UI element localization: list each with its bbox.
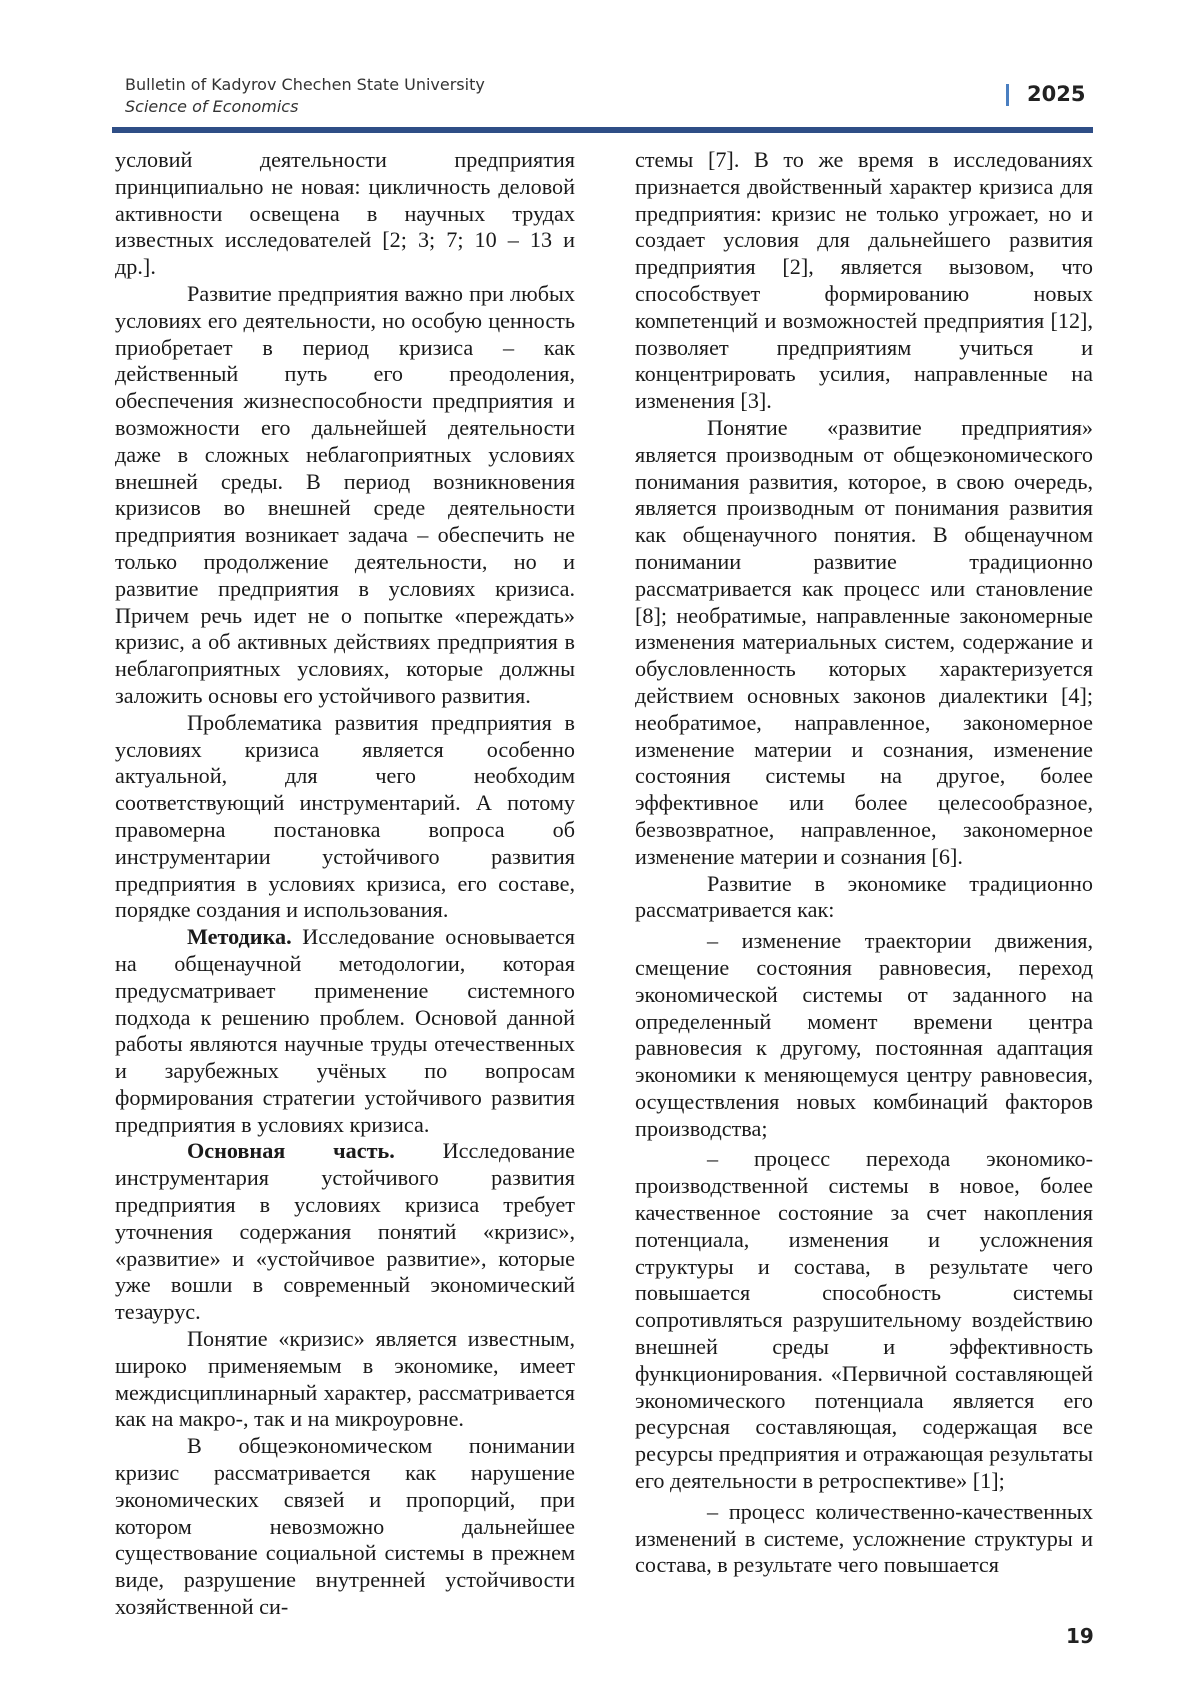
paragraph: стемы [7]. В то же время в исследованиях признается двойственный характер кризиса для предприятия: кризис не только угрожает, но и создает условия для дальнейшего развития предприятия [2], является вызовом, что способствует формированию новых компетенций и возможностей предприятия [12], позволяет предприятиям учиться и концентрировать усилия, направленные на изменения [3]. [635, 147, 1093, 415]
paragraph: Понятие «развитие предприятия» является производным от общеэкономического понимания развития, которое, в свою очередь, является производным от понимания развития как общенаучного понятия. В общенаучном понимании развитие традиционно рассматривается как процесс или становление [8]; необратимые, направленные закономерные изменения материальных систем, содержание и обусловленность которых характеризуется действием основных законов диалектики [4]; необратимое, направленное, закономерное изменение материи и сознания, изменение состояния системы на другое, более эффективное или более целесообразное, безвозвратное, направленное, закономерное изменение материи и сознания [6]. [635, 415, 1093, 871]
paragraph-text: Исследование основывается на общенаучной методологии, которая предусматривает применение системного подхода к решению проблем. Основой данной работы являются научные труды отечественных и зарубежных учёных по вопросам формирования стратегии устойчивого развития предприятия в условиях кризиса. [115, 924, 575, 1137]
section-heading-methods: Методика. [187, 924, 292, 949]
paragraph [115, 1138, 575, 1326]
journal-name: Bulletin of Kadyrov Chechen State University [125, 74, 485, 96]
paragraph: Развитие предприятия важно при любых условиях его деятельности, но особую ценность приобретает в период кризиса – как действенный путь его преодоления, обеспечения жизнеспособности предприятия и возможности его дальнейшей деятельности даже в сложных неблагоприятных условиях внешней среды. В период возникновения кризисов во внешней среде деятельности предприятия возникает задача – обеспечить не только продолжение деятельности, но и развитие предприятия в условиях кризиса. Причем речь идет не о попытке «переждать» кризис, а об активных действиях предприятия в неблагоприятных условиях, которые должны заложить основы его устойчивого развития. [115, 281, 575, 710]
paragraph-text: Исследование инструментария устойчивого развития предприятия в условиях кризиса требует уточнения содержания понятий «кризис», «развитие» и «устойчивое развитие», которые уже вошли в современный экономический тезаурус. [115, 1138, 575, 1324]
issue-year: 2025 [1027, 82, 1085, 106]
journal-section: Science of Economics [125, 96, 485, 118]
list-item: – процесс количественно-качественных изменений в системе, усложнение структуры и состава, в результате чего повышается [635, 1499, 1093, 1579]
right-column [635, 147, 1093, 1579]
paragraph: Проблематика развития предприятия в условиях кризиса является особенно актуальной, для чего необходим соответствующий инструментарий. А потому правомерна постановка вопроса об инструментарии устойчивого развития предприятия в условиях кризиса, его составе, порядке создания и использования. [115, 710, 575, 924]
left-column [115, 147, 575, 1621]
year-divider [1006, 84, 1009, 106]
paragraph: Развитие в экономике традиционно рассматривается как: [635, 871, 1093, 925]
paragraph: В общеэкономическом понимании кризис рассматривается как нарушение экономических связей и пропорций, при котором невозможно дальнейшее существование социальной системы в прежнем виде, разрушение внутренней устойчивости хозяйственной си- [115, 1433, 575, 1621]
paragraph: Понятие «кризис» является известным, широко применяемым в экономике, имеет междисциплинарный характер, рассматривается как на макро-, так и на микроуровне. [115, 1326, 575, 1433]
journal-header [125, 74, 485, 118]
page-number: 19 [1066, 1624, 1094, 1648]
header-rule [112, 127, 1093, 133]
list-item: – процесс перехода экономико-производственной системы в новое, более качественное состояние за счет накопления потенциала, изменения и усложнения структуры и состава, в результате чего повышается способность системы сопротивляться разрушительному воздействию внешней среды и эффективность функционирования. «Первичной составляющей экономического потенциала является его ресурсная составляющая, содержащая все ресурсы предприятия и отражающая результаты его деятельности в ретроспективе» [1]; [635, 1146, 1093, 1494]
paragraph [115, 924, 575, 1138]
paragraph: условий деятельности предприятия принципиально не новая: цикличность деловой активности освещена в научных трудах известных исследователей [2; 3; 7; 10 – 13 и др.]. [115, 147, 575, 281]
section-heading-main: Основная часть. [187, 1138, 395, 1163]
list-item: – изменение траектории движения, смещение состояния равновесия, переход экономической системы от заданного на определенный момент времени центра равновесия к другому, постоянная адаптация экономики к меняющемуся центру равновесия, осуществления новых комбинаций факторов производства; [635, 928, 1093, 1142]
